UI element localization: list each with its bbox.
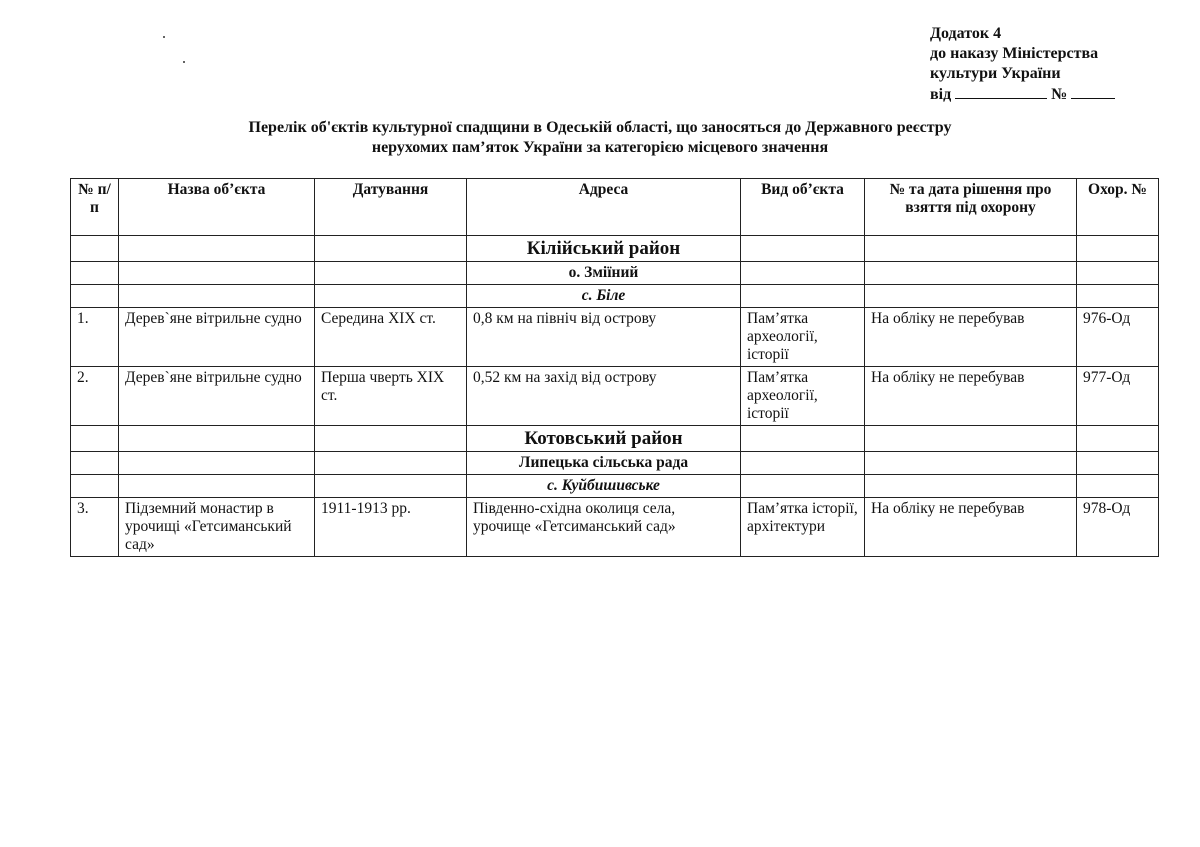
header-row [71, 179, 1159, 236]
cell-number: 3. [71, 498, 119, 557]
header-protection-number: Охор. № [1077, 179, 1159, 236]
subarea-name: о. Зміїний [467, 262, 741, 285]
table-row [71, 498, 1159, 557]
annex-header [930, 24, 1115, 105]
subarea-row [71, 262, 1159, 285]
date-blank [955, 84, 1047, 99]
heritage-register-table [70, 178, 1159, 557]
annex-title: Додаток 4 [930, 25, 1002, 42]
cell-dating: Перша чверть ХІХ ст. [315, 367, 467, 426]
header-address: Адреса [467, 179, 741, 236]
cell-decision: На обліку не перебував [865, 367, 1077, 426]
cell-protection-number: 977-Од [1077, 367, 1159, 426]
cell-protection-number: 976-Од [1077, 308, 1159, 367]
cell-protection-number: 978-Од [1077, 498, 1159, 557]
title-line-2: нерухомих пам’яток України за категорією місцевого значення [371, 139, 829, 156]
header-number: № п/п [71, 179, 119, 236]
number-blank [1071, 84, 1115, 99]
header-decision: № та дата рішення про взяття під охорону [865, 179, 1077, 236]
cell-name: Дерев`яне вітрильне судно [119, 367, 315, 426]
cell-address: 0,8 км на північ від острову [467, 308, 741, 367]
annex-order-line: до наказу Міністерства [930, 45, 1099, 62]
district-row [71, 426, 1159, 452]
header-dating: Датування [315, 179, 467, 236]
cell-dating: 1911-1913 рр. [315, 498, 467, 557]
subarea-name: Липецька сільська рада [467, 452, 741, 475]
subarea-row [71, 452, 1159, 475]
cell-type: Пам’ятка історії, архітектури [741, 498, 865, 557]
cell-name: Підземний монастир в урочищі «Гетсиманський сад» [119, 498, 315, 557]
date-label: від [930, 86, 952, 103]
annex-date-number-line [930, 84, 1115, 105]
cell-number: 1. [71, 308, 119, 367]
number-label: № [1051, 86, 1068, 103]
cell-address: 0,52 км на захід від острову [467, 367, 741, 426]
cell-name: Дерев`яне вітрильне судно [119, 308, 315, 367]
cell-address: Південно-східна околиця села, урочище «Гетсиманський сад» [467, 498, 741, 557]
header-type: Вид об’єкта [741, 179, 865, 236]
district-name: Кілійський район [467, 236, 741, 262]
scan-speck [183, 61, 185, 63]
scan-speck [163, 36, 165, 38]
cell-decision: На обліку не перебував [865, 308, 1077, 367]
cell-number: 2. [71, 367, 119, 426]
village-name: с. Куйбишивське [467, 475, 741, 498]
annex-ministry-line: культури України [930, 65, 1061, 82]
district-name: Котовський район [467, 426, 741, 452]
district-row [71, 236, 1159, 262]
cell-dating: Середина ХІХ ст. [315, 308, 467, 367]
header-name: Назва об’єкта [119, 179, 315, 236]
title-line-1: Перелік об'єктів культурної спадщини в Одеській області, що заносяться до Державного реєстру [248, 119, 952, 136]
village-row [71, 285, 1159, 308]
village-name: с. Біле [467, 285, 741, 308]
table-row [71, 367, 1159, 426]
cell-decision: На обліку не перебував [865, 498, 1077, 557]
cell-type: Пам’ятка археології, історії [741, 367, 865, 426]
document-title [0, 118, 1200, 158]
cell-type: Пам’ятка археології, історії [741, 308, 865, 367]
table-row [71, 308, 1159, 367]
village-row [71, 475, 1159, 498]
